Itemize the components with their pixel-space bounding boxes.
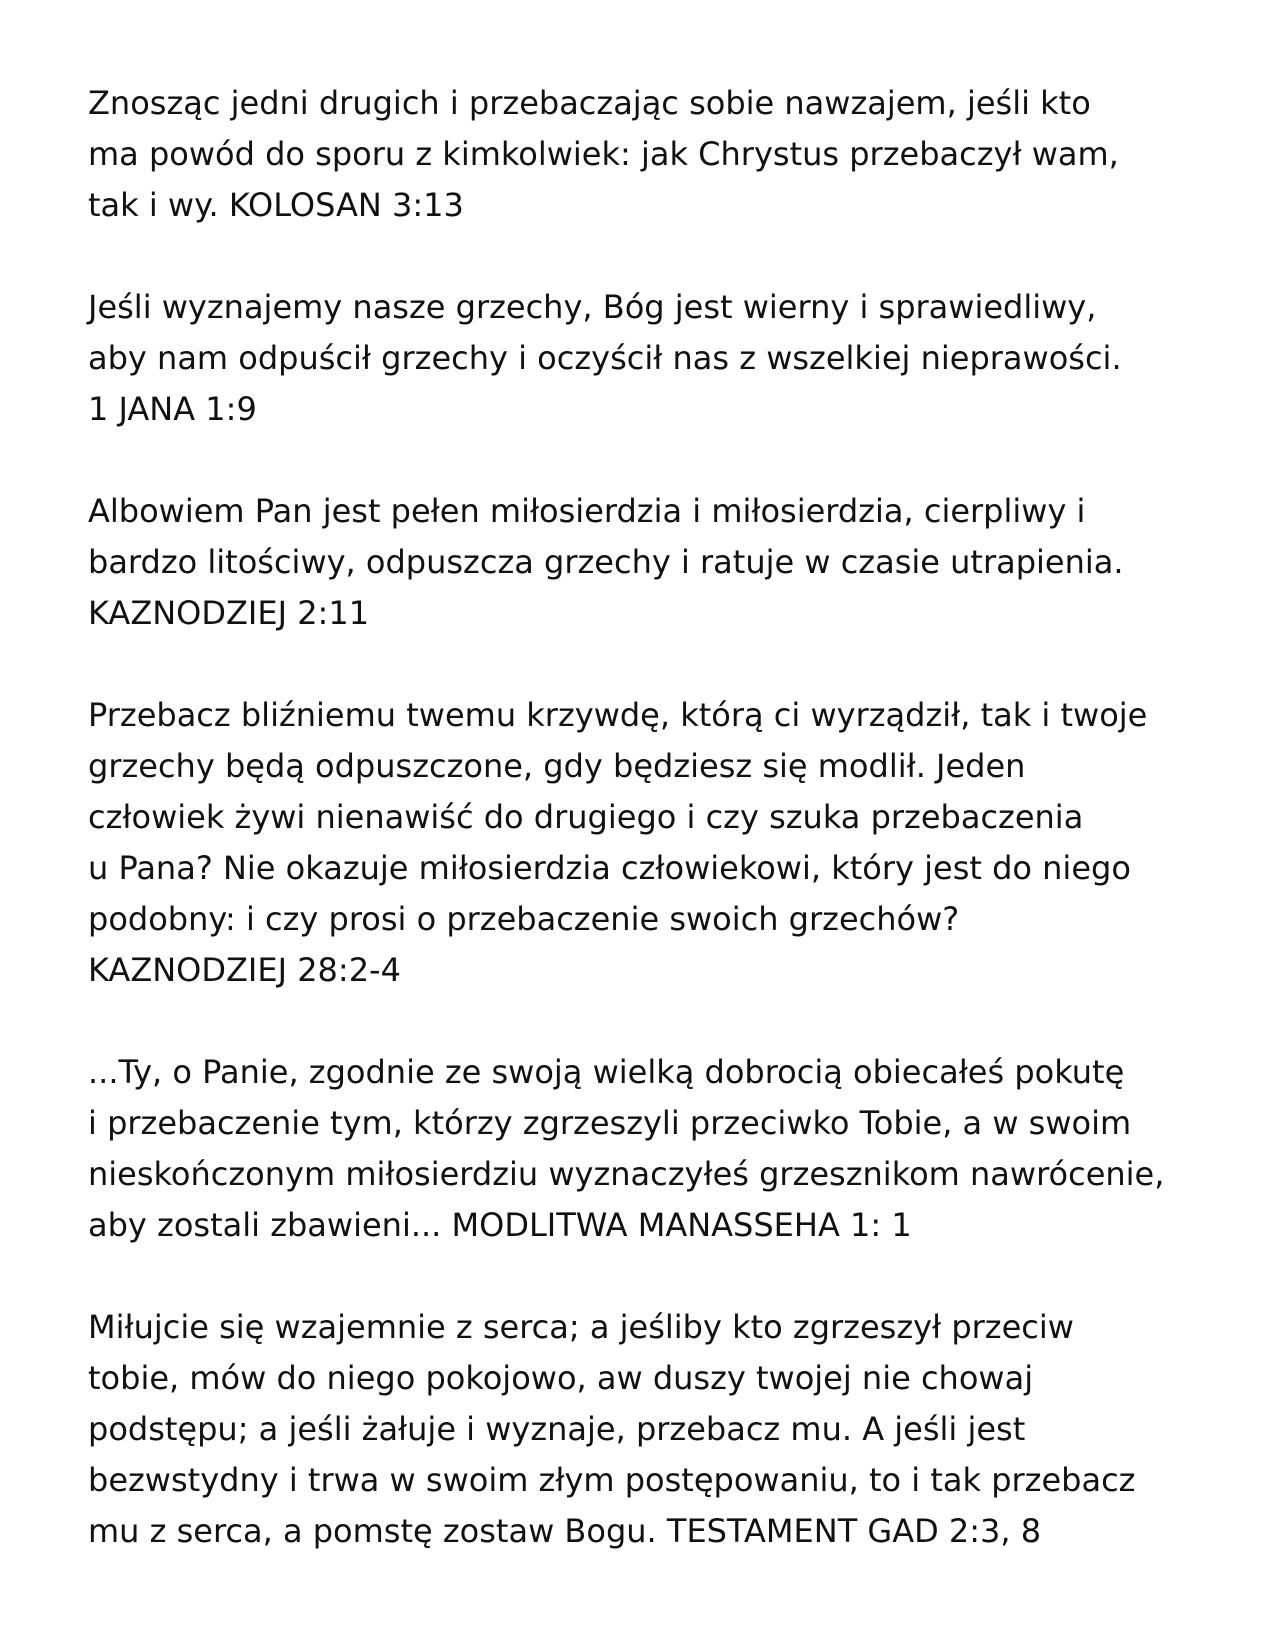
text-line: ...Ty, o Panie, zgodnie ze swoją wielką dobrocią obiecałeś pokutę — [88, 1053, 1125, 1091]
text-line: tobie, mów do niego pokojowo, aw duszy twojej nie chowaj — [88, 1359, 1034, 1397]
verse-paragraph — [88, 78, 1228, 231]
text-line: aby zostali zbawieni... MODLITWA MANASSEHA 1: 1 — [88, 1206, 912, 1244]
text-line: 1 JANA 1:9 — [88, 390, 257, 428]
text-line: grzechy będą odpuszczone, gdy będziesz się modlił. Jeden — [88, 747, 1026, 785]
text-line: mu z serca, a pomstę zostaw Bogu. TESTAMENT GAD 2:3, 8 — [88, 1512, 1042, 1550]
verse-paragraph — [88, 1302, 1228, 1557]
text-line: podobny: i czy prosi o przebaczenie swoich grzechów? — [88, 900, 960, 938]
text-line: tak i wy. KOLOSAN 3:13 — [88, 186, 464, 224]
verse-paragraph — [88, 690, 1228, 996]
text-line: bezwstydny i trwa w swoim złym postępowaniu, to i tak przebacz — [88, 1461, 1136, 1499]
text-line: podstępu; a jeśli żałuje i wyznaje, przebacz mu. A jeśli jest — [88, 1410, 1026, 1448]
text-line: u Pana? Nie okazuje miłosierdzia człowiekowi, który jest do niego — [88, 849, 1131, 887]
text-line: i przebaczenie tym, którzy zgrzeszyli przeciwko Tobie, a w swoim — [88, 1104, 1132, 1142]
text-line: Przebacz bliźniemu twemu krzywdę, którą ci wyrządził, tak i twoje — [88, 696, 1148, 734]
text-line: KAZNODZIEJ 2:11 — [88, 594, 370, 632]
text-line: ma powód do sporu z kimkolwiek: jak Chrystus przebaczył wam, — [88, 135, 1119, 173]
text-line: aby nam odpuścił grzechy i oczyścił nas z wszelkiej nieprawości. — [88, 339, 1122, 377]
text-line: bardzo litościwy, odpuszcza grzechy i ratuje w czasie utrapienia. — [88, 543, 1124, 581]
verse-paragraph — [88, 1047, 1228, 1251]
text-line: Miłujcie się wzajemnie z serca; a jeśliby kto zgrzeszył przeciw — [88, 1308, 1074, 1346]
text-line: KAZNODZIEJ 28:2-4 — [88, 951, 401, 989]
text-line: nieskończonym miłosierdziu wyznaczyłeś grzesznikom nawrócenie, — [88, 1155, 1165, 1193]
verse-paragraph — [88, 486, 1228, 639]
text-line: Albowiem Pan jest pełen miłosierdzia i miłosierdzia, cierpliwy i — [88, 492, 1086, 530]
text-line: Znosząc jedni drugich i przebaczając sobie nawzajem, jeśli kto — [88, 84, 1091, 122]
text-line: człowiek żywi nienawiść do drugiego i czy szuka przebaczenia — [88, 798, 1084, 836]
verse-paragraph — [88, 282, 1228, 435]
verse-list — [88, 78, 1228, 1608]
text-line: Jeśli wyznajemy nasze grzechy, Bóg jest wierny i sprawiedliwy, — [88, 288, 1097, 326]
